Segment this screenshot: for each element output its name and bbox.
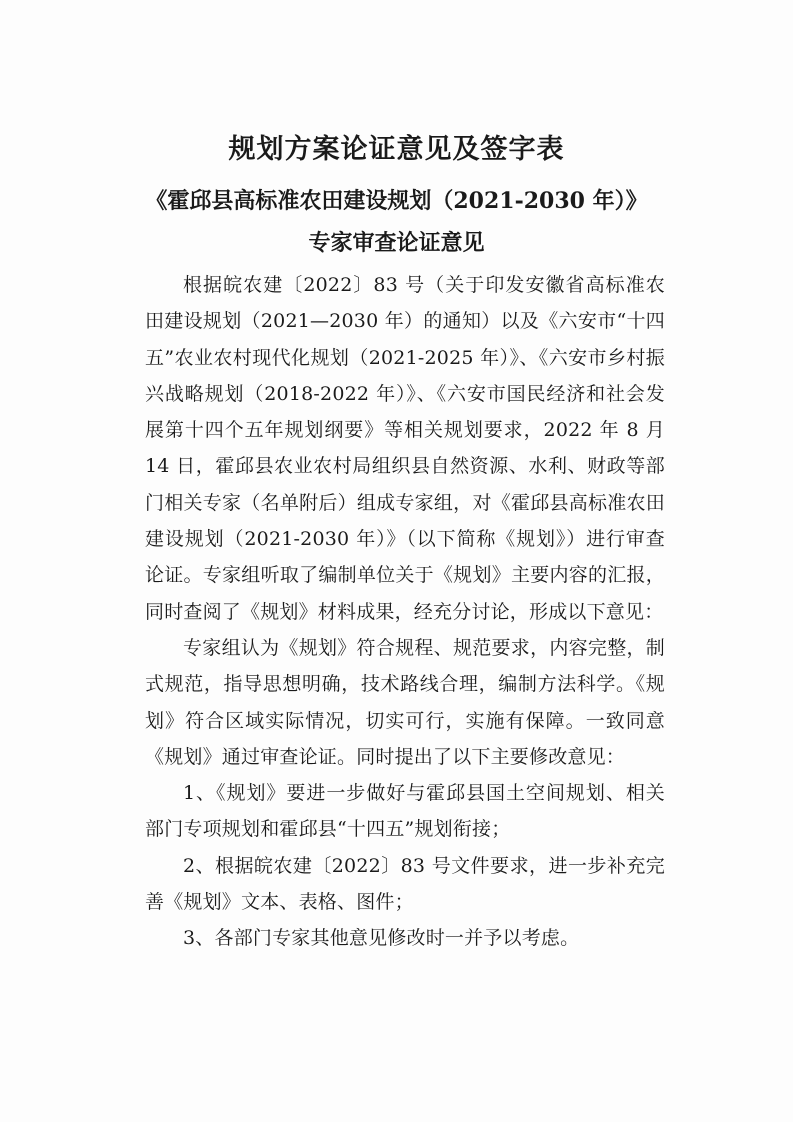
- document-title: 规划方案论证意见及签字表: [228, 134, 565, 165]
- paragraph-suggestion-2: 2、根据皖农建〔2022〕83 号文件要求，进一步补充完善《规划》文本、表格、图件；: [145, 854, 665, 914]
- document-body: [145, 267, 665, 957]
- document-subtitle-plan-name: 《霍邱县高标准农田建设规划（2021-2030 年）》: [145, 188, 648, 214]
- paragraph-background: 根据皖农建〔2022〕83 号（关于印发安徽省高标准农田建设规划（2021—2030 年）的通知）以及《六安市“十四五”农业农村现代化规划（2021-2025 年）》、《六安市乡村振兴战略规划（2018-2022 年）》、《六安市国民经济和社会发展第十四个五年规划纲要》等相关规划要求，2022 年 8 月 14 日，霍邱县农业农村局组织县自然资源、水利、财政等部门相关专家（名单附后）组成专家组，对《霍邱县高标准农田建设规划（2021-2030 年）》（以下简称《规划》）进行审查论证。专家组听取了编制单位关于《规划》主要内容的汇报，同时查阅了《规划》材料成果，经充分讨论，形成以下意见：: [145, 274, 665, 623]
- paragraph-suggestion-3: 3、各部门专家其他意见修改时一并予以考虑。: [183, 927, 580, 950]
- paragraph-suggestion-1: 1、《规划》要进一步做好与霍邱县国土空间规划、相关部门专项规划和霍邱县“十四五”规划衔接；: [145, 782, 665, 841]
- document-subtitle-opinion: 专家审查论证意见: [308, 230, 485, 256]
- paragraph-conclusion: 专家组认为《规划》符合规程、规范要求，内容完整，制式规范，指导思想明确，技术路线合理，编制方法科学。《规划》符合区域实际情况，切实可行，实施有保障。一致同意《规划》通过审查论证。同时提出了以下主要修改意见：: [145, 636, 665, 768]
